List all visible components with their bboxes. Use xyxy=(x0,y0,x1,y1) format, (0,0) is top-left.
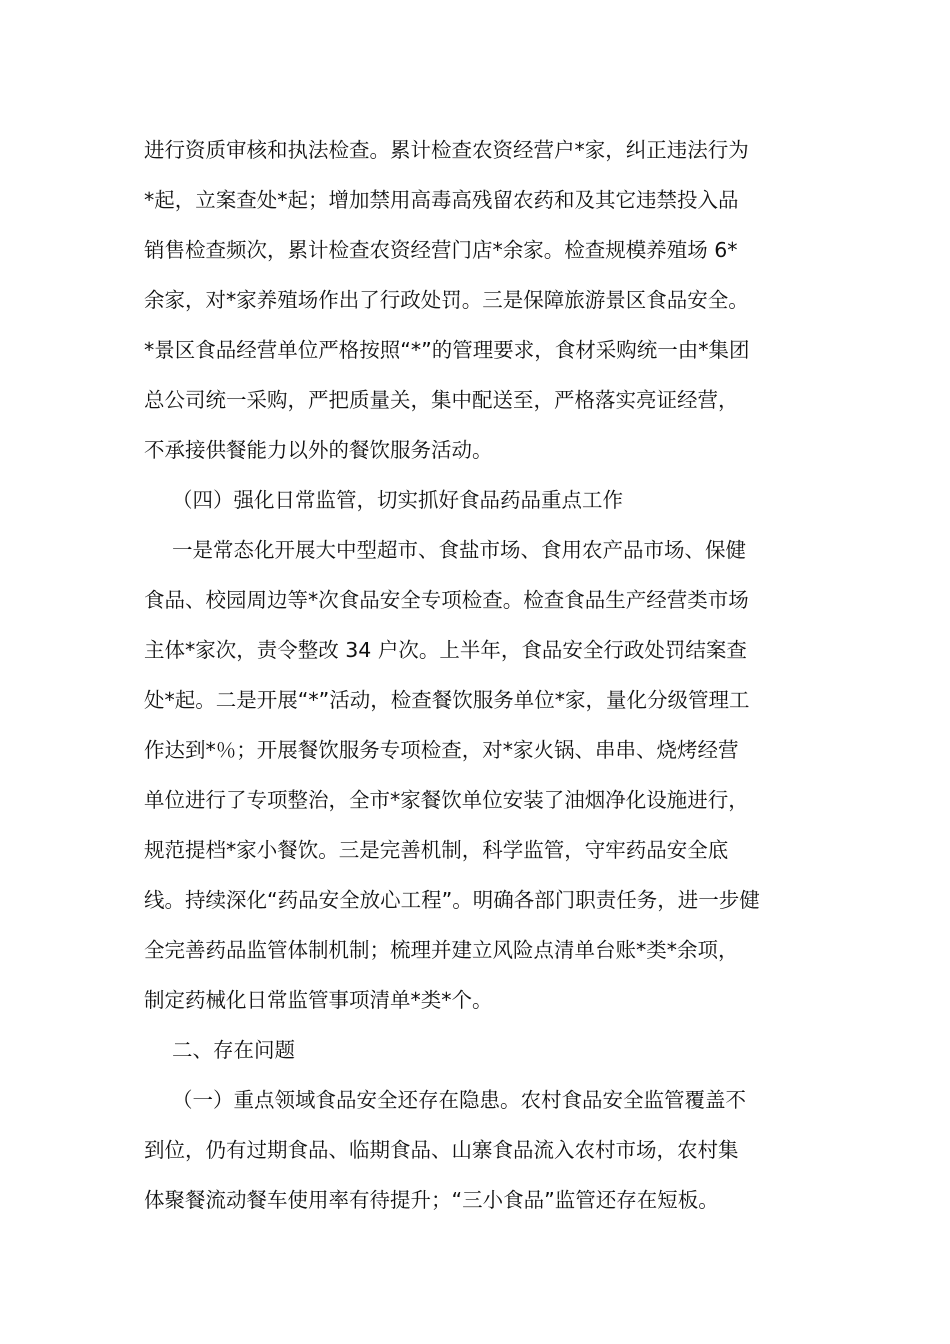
body-text-line: 全完善药品监管体制机制；梳理并建立风险点清单台账*类*余项， xyxy=(144,938,739,962)
body-text-line: 制定药械化日常监管事项清单*类*个。 xyxy=(144,988,493,1012)
body-text-line: 作达到*％；开展餐饮服务专项检查，对*家火锅、串串、烧烤经营 xyxy=(144,738,739,762)
body-text-line: 单位进行了专项整治，全市*家餐饮单位安装了油烟净化设施进行， xyxy=(144,788,749,812)
body-text-line: 线。持续深化“药品安全放心工程”。明确各部门职责任务，进一步健 xyxy=(144,888,760,912)
body-text-line: 进行资质审核和执法检查。累计检查农资经营户*家，纠正违法行为 xyxy=(144,138,749,162)
body-text-line: 余家，对*家养殖场作出了行政处罚。三是保障旅游景区食品安全。 xyxy=(144,288,749,312)
body-text-line: 食品、校园周边等*次食品安全专项检查。检查食品生产经营类市场 xyxy=(144,588,749,612)
body-text-line: 一是常态化开展大中型超市、食盐市场、食用农产品市场、保健 xyxy=(172,538,746,562)
section-heading: 二、存在问题 xyxy=(172,1038,295,1062)
body-text-line: *起，立案查处*起；增加禁用高毒高残留农药和及其它违禁投入品 xyxy=(144,188,739,212)
body-text-line: 不承接供餐能力以外的餐饮服务活动。 xyxy=(144,438,493,462)
body-text-line: 规范提档*家小餐饮。三是完善机制，科学监管，守牢药品安全底 xyxy=(144,838,729,862)
body-text-line: 到位，仍有过期食品、临期食品、山寨食品流入农村市场，农村集 xyxy=(144,1138,739,1162)
body-text-line: 销售检查频次，累计检查农资经营门店*余家。检查规模养殖场 6* xyxy=(144,238,738,262)
section-heading: （四）强化日常监管，切实抓好食品药品重点工作 xyxy=(172,488,623,512)
body-text-line: 主体*家次，责令整改 34 户次。上半年，食品安全行政处罚结案查 xyxy=(144,638,747,662)
body-text-line: 处*起。二是开展“*”活动，检查餐饮服务单位*家，量化分级管理工 xyxy=(144,688,750,712)
body-text-line: *景区食品经营单位严格按照“*”的管理要求，食材采购统一由*集团 xyxy=(144,338,750,362)
body-text-line: 体聚餐流动餐车使用率有待提升；“三小食品”监管还存在短板。 xyxy=(144,1188,719,1212)
body-text-line: 总公司统一采购，严把质量关，集中配送至，严格落实亮证经营， xyxy=(144,388,739,412)
body-text-line: （一）重点领域食品安全还存在隐患。农村食品安全监管覆盖不 xyxy=(172,1088,746,1112)
